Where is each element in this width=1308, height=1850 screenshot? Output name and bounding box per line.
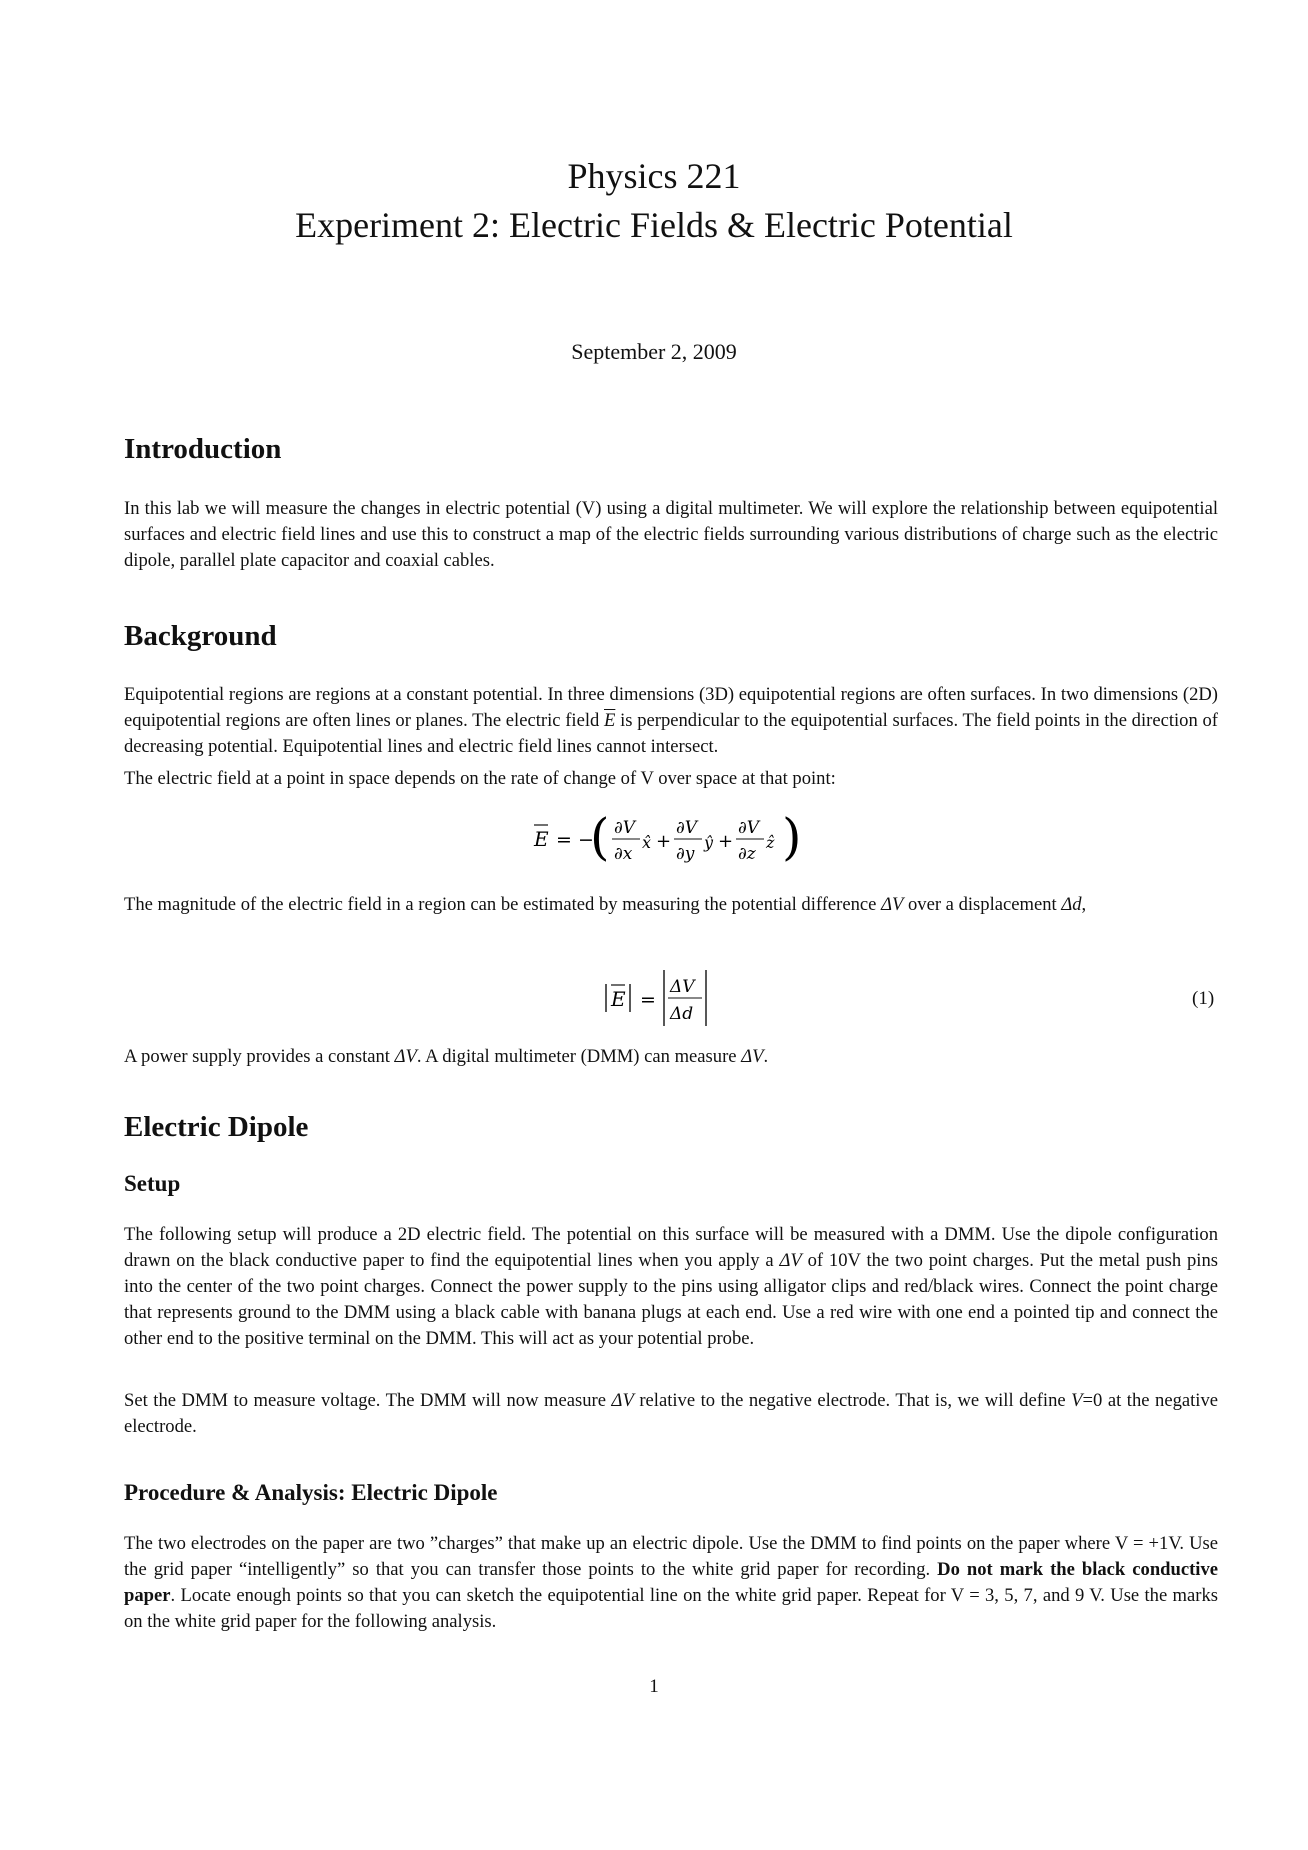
eq1-right-paren: ) (782, 808, 802, 866)
eq1-term1-unit: x̂ (642, 833, 652, 852)
gradient-equation-svg (530, 806, 830, 872)
background-paragraph-1: Equipotential regions are regions at a constant potential. In three dimensions (3D) equipotential regions are often surfaces. In two dimensions (2D) equipotential regions are often lines or planes. The electric field $\overline{E}$ is perpendicular to the equipotential surfaces. The field points in the direction of decreasing potential. Equipotential lines and electric field lines cannot intersect. (124, 684, 1218, 757)
vector-e-symbol: $\overline{E}$ (604, 710, 616, 731)
eq1-plus-2: + (718, 831, 734, 852)
document-title-experiment: Experiment 2: Electric Fields & Electric Potential (295, 205, 1013, 245)
eq1-term1-den: ∂x (614, 844, 633, 864)
heading-background: Background (124, 620, 277, 652)
background-paragraph-4: A power supply provides a constant ΔV. A digital multimeter (DMM) can measure ΔV. (124, 1046, 769, 1067)
eq2-den: Δd (670, 1004, 694, 1024)
setup-paragraph-1: The following setup will produce a 2D electric field. The potential on this surface will be measured with a DMM. Use the dipole configuration drawn on the black conductive paper to find the equipotential lines when you apply a ΔV of 10V the two point charges. Put the metal push pins into the center of the two point charges. Connect the power supply to the pins using alligator clips and red/black wires. Connect the point charge that represents ground to the DMM using a black cable with banana plugs at each end. Use a red wire with one end a pointed tip and connect the other end to the positive terminal on the DMM. This will act as your potential probe. (124, 1224, 1218, 1349)
document-title-course: Physics 221 (567, 156, 741, 196)
procedure-paragraph: The two electrodes on the paper are two ”charges” that make up an electric dipole. Use the DMM to find points on the paper where V = +1V. Use the grid paper “intelligently” so that you can transfer those points to the white grid paper for recording. Do not mark the black conductive paper. Locate enough points so that you can sketch the equipotential line on the white grid paper. Repeat for V = 3, 5, 7, and 9 V. Use the marks on the white grid paper for the following analysis. (124, 1533, 1219, 1632)
background-paragraph-3: The magnitude of the electric field in a region can be estimated by measuring the potential difference ΔV over a displacement Δd, (124, 894, 1087, 915)
page-number: 1 (649, 1676, 659, 1697)
introduction-paragraph: In this lab we will measure the changes in electric potential (V) using a digital multimeter. We will explore the relationship between equipotential surfaces and electric field lines and use this to construct a map of the electric fields surrounding various distributions of charge such as the electric dipole, parallel plate capacitor and coaxial cables. (124, 498, 1218, 571)
equation-number: (1) (1192, 988, 1215, 1009)
eq1-term3-num: ∂V (738, 818, 760, 838)
heading-electric-dipole: Electric Dipole (124, 1111, 309, 1143)
eq2-num: ΔV (670, 977, 695, 997)
eq1-term3-unit: ẑ (766, 833, 775, 852)
magnitude-equation (602, 966, 742, 1030)
eq1-left-paren: ( (590, 808, 610, 866)
eq1-term2-den: ∂y (676, 844, 695, 864)
eq1-term2-num: ∂V (676, 818, 698, 838)
background-paragraph-2: The electric field at a point in space depends on the rate of change of V over space at that point: (124, 768, 836, 789)
eq2-lhs: E (611, 987, 626, 1011)
procedure-warning-bold: Do not mark the black conductive paper (124, 1559, 1219, 1606)
setup-paragraph-2: Set the DMM to measure voltage. The DMM will now measure ΔV relative to the negative electrode. That is, we will define V=0 at the negative electrode. (124, 1390, 1218, 1437)
document-date: September 2, 2009 (571, 339, 737, 364)
eq1-lhs: E (534, 827, 549, 851)
gradient-equation (530, 806, 830, 872)
eq1-equals: = − (556, 829, 594, 851)
heading-introduction: Introduction (124, 433, 282, 465)
eq1-term2-unit: ŷ (704, 833, 714, 852)
magnitude-equation-svg (602, 966, 742, 1030)
heading-procedure-analysis: Procedure & Analysis: Electric Dipole (124, 1480, 498, 1505)
heading-setup: Setup (124, 1171, 181, 1196)
eq1-term1-num: ∂V (614, 818, 636, 838)
eq1-term3-den: ∂z (738, 844, 756, 864)
eq2-equals: = (640, 989, 656, 1011)
eq1-plus-1: + (656, 831, 672, 852)
